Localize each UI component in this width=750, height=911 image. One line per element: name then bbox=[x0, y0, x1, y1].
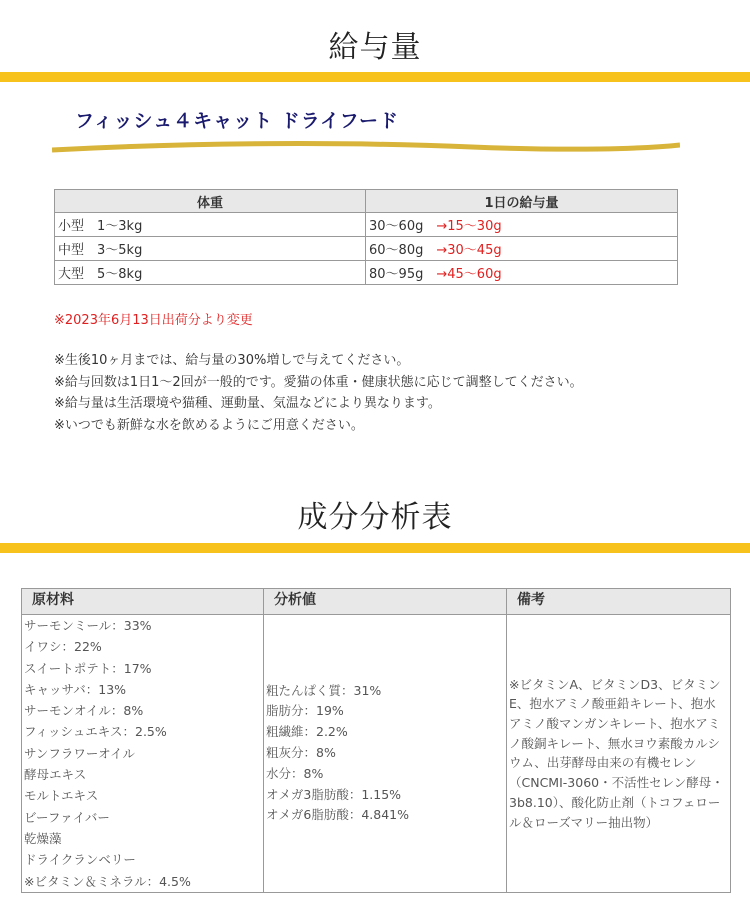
list-item: オメガ6脂肪酸：4.841% bbox=[266, 807, 409, 823]
weight-cell: 中型 3～5kg bbox=[55, 237, 366, 261]
list-item: フィッシュエキス：2.5% bbox=[24, 724, 167, 740]
amount-cell: 60～80g →30～45g bbox=[366, 237, 678, 261]
new-amount: →15～30g bbox=[436, 219, 502, 234]
decorative-wave bbox=[52, 140, 680, 156]
list-item: オメガ3脂肪酸：1.15% bbox=[266, 786, 402, 802]
weight-cell: 小型 1～3kg bbox=[55, 213, 366, 237]
list-item: 粗灰分：8% bbox=[266, 745, 336, 761]
new-amount: →45～60g bbox=[436, 267, 502, 282]
note-item: ※生後10ヶ月までは、給与量の30%増しで与えてください。 bbox=[54, 353, 410, 368]
remarks-cell: ※ビタミンA、ビタミンD3、ビタミンE、抱水アミノ酸亜鉛キレート、抱水アミノ酸マンガンキレート、抱水アミノ酸銅キレート、無水ヨウ素酸カルシウム、出芽酵母由来の有機セレン（CNCMI-3060・不活性セレン酵母・3b8.10）、酸化防止剤（トコフェロール＆ローズマリー抽出物） bbox=[507, 615, 731, 893]
weight-header: 体重 bbox=[55, 190, 366, 213]
values-header: 分析値 bbox=[264, 589, 507, 615]
heading-divider bbox=[0, 72, 750, 82]
list-item: 脂肪分：19% bbox=[266, 703, 344, 719]
list-item: モルトエキス bbox=[24, 788, 99, 804]
note-item: ※給与量は生活環境や猫種、運動量、気温などにより異なります。 bbox=[54, 396, 441, 411]
new-amount: →30～45g bbox=[436, 243, 502, 258]
values-cell bbox=[264, 615, 507, 893]
list-item: ドライクランベリー bbox=[24, 852, 136, 868]
table-row bbox=[55, 261, 678, 285]
note-item: ※いつでも新鮮な水を飲めるようにご用意ください。 bbox=[54, 417, 364, 433]
remarks-header: 備考 bbox=[507, 589, 731, 615]
heading-divider bbox=[0, 543, 750, 553]
feeding-table bbox=[54, 189, 678, 285]
analysis-heading: 成分分析表 bbox=[297, 500, 453, 535]
amount-header: 1日の給与量 bbox=[366, 190, 678, 213]
list-item: サーモンオイル：8% bbox=[24, 703, 144, 719]
table-row bbox=[55, 213, 678, 237]
list-item: ※ビタミン＆ミネラル：4.5% bbox=[24, 873, 191, 889]
product-title: フィッシュ４キャット ドライフード bbox=[75, 110, 400, 132]
list-item: キャッサバ：13% bbox=[24, 681, 127, 697]
list-item: サーモンミール：33% bbox=[24, 618, 152, 633]
table-row bbox=[55, 237, 678, 261]
weight-cell: 大型 5～8kg bbox=[55, 261, 366, 285]
ingredients-cell bbox=[22, 615, 264, 893]
list-item: 乾燥藻 bbox=[24, 830, 62, 846]
list-item: 粗繊維：2.2% bbox=[266, 724, 348, 740]
analysis-table bbox=[21, 588, 731, 893]
amount-cell: 30～60g →15～30g bbox=[366, 213, 678, 237]
feeding-heading: 給与量 bbox=[328, 30, 422, 65]
list-item: 粗たんぱく質：31% bbox=[266, 682, 382, 698]
change-notice: ※2023年6月13日出荷分より変更 bbox=[54, 313, 253, 328]
ingredients-header: 原材料 bbox=[22, 589, 264, 615]
feeding-notes bbox=[54, 350, 583, 436]
list-item: ビーファイバー bbox=[24, 809, 110, 825]
list-item: イワシ：22% bbox=[24, 639, 102, 655]
list-item: 水分：8% bbox=[266, 765, 324, 781]
amount-cell: 80～95g →45～60g bbox=[366, 261, 678, 285]
list-item: サンフラワーオイル bbox=[24, 745, 136, 761]
note-item: ※給与回数は1日1～2回が一般的です。愛猫の体重・健康状態に応じて調整してください。 bbox=[54, 374, 583, 390]
list-item: スイートポテト：17% bbox=[24, 660, 152, 676]
list-item: 酵母エキス bbox=[24, 767, 87, 783]
